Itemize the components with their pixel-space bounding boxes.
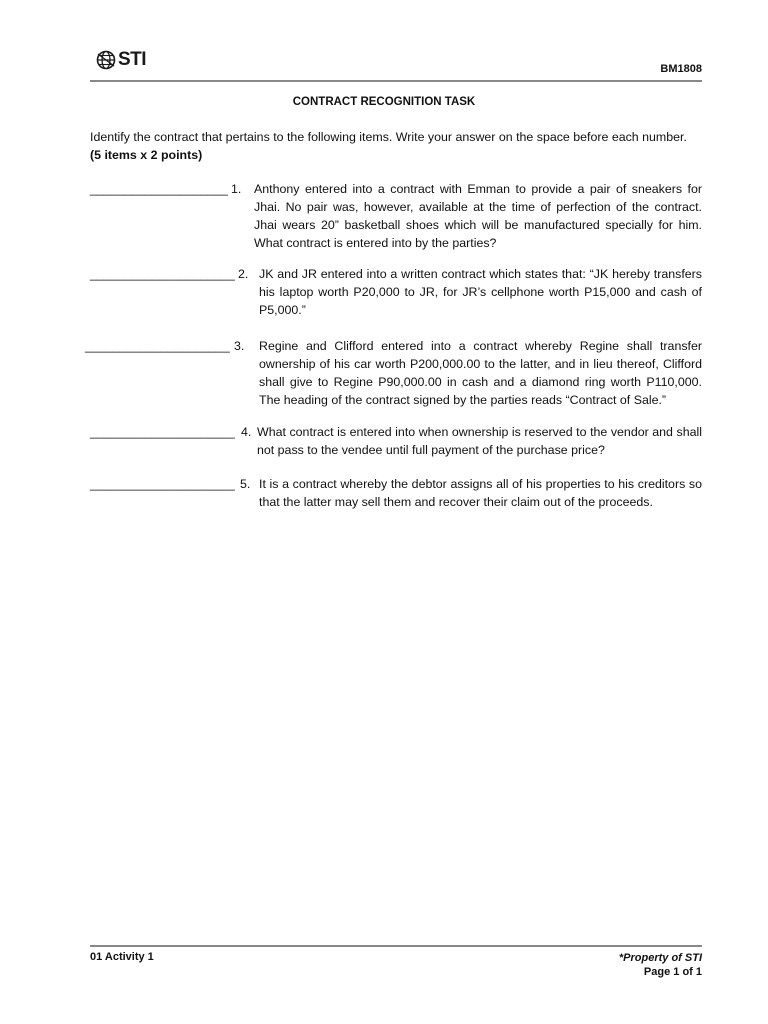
item-number: 4. — [241, 425, 252, 439]
header-divider — [90, 80, 702, 82]
instructions-text: Identify the contract that pertains to the following items. Write your answer on the space before each number. — [90, 130, 687, 144]
answer-blank[interactable]: _____________________ — [85, 339, 230, 353]
item-number: 3. — [234, 339, 245, 353]
footer-divider — [90, 945, 702, 947]
answer-blank[interactable]: _____________________ — [90, 267, 235, 281]
instructions — [90, 128, 702, 164]
answer-blank[interactable]: _____________________ — [90, 425, 235, 439]
footer-right — [619, 951, 702, 979]
item-text: Anthony entered into a contract with Emman to provide a pair of sneakers for Jhai. No pair was, however, available at the time of perfection of the contract. Jhai wears 20” basketball shoes which will be manufactured specially for him. What contract is entered into by the parties? — [254, 182, 702, 250]
page-number: Page 1 of 1 — [643, 966, 702, 978]
page-title: CONTRACT RECOGNITION TASK — [292, 96, 476, 108]
answer-blank[interactable]: ____________________ — [90, 182, 228, 196]
item-text: JK and JR entered into a written contract which states that: “JK hereby transfers his laptop worth P20,000 to JR, for JR’s cellphone worth P15,000 and cash of P5,000.” — [259, 267, 702, 317]
course-code: BM1808 — [660, 63, 702, 75]
item-text: Regine and Clifford entered into a contract whereby Regine shall transfer ownership of his car worth P200,000.00 to the latter, and in lieu thereof, Clifford shall give to Regine P90,000.00 in cash and a diamond ring worth P110,000. The heading of the contract signed by the parties reads “Contract of Sale.” — [259, 339, 702, 407]
item-number: 2. — [238, 267, 249, 281]
sti-logo — [96, 50, 146, 70]
item-number: 5. — [240, 477, 251, 491]
item-text: It is a contract whereby the debtor assigns all of his properties to his creditors so that the latter may sell them and recover their claim out of the proceeds. — [259, 477, 702, 509]
logo-text: STI — [118, 49, 147, 70]
item-number: 1. — [231, 182, 242, 196]
globe-icon — [96, 50, 116, 70]
activity-label: 01 Activity 1 — [90, 951, 154, 963]
answer-blank[interactable]: _____________________ — [90, 477, 235, 491]
points-note: (5 items x 2 points) — [90, 148, 203, 162]
item-text: What contract is entered into when ownership is reserved to the vendor and shall not pass to the vendee until full payment of the purchase price? — [257, 425, 702, 457]
property-note: *Property of STI — [618, 952, 702, 964]
